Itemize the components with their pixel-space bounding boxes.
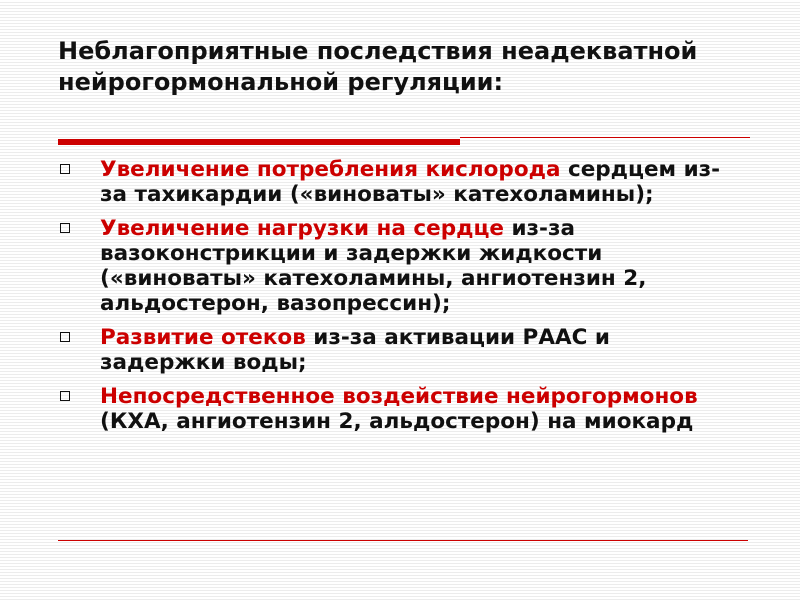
hollow-square-icon — [60, 332, 70, 342]
bullet-highlight: Непосредственное воздействие нейрогормонов — [100, 384, 698, 409]
bullet-text: из-за вазоконстрикции и задержки жидкости («виноваты» катехоламины, ангиотензин 2, альдостерон, вазопрессин); — [100, 216, 647, 316]
bullet-highlight: Развитие отеков — [100, 325, 306, 350]
bullet-list — [58, 157, 738, 443]
footer-rule — [58, 540, 748, 541]
title-underline-thin — [460, 137, 750, 138]
bullet-text: (КХА, ангиотензин 2, альдостерон) на миокард — [100, 409, 694, 434]
hollow-square-icon — [60, 391, 70, 401]
bullet-text: сердцем из-за тахикардии («виноваты» катехоламины); — [100, 157, 721, 207]
bullet-text: из-за активации РААС и задержки воды; — [100, 325, 610, 375]
bullet-item-1 — [58, 157, 738, 207]
bullet-item-2 — [58, 216, 738, 316]
slide-title: Неблагоприятные последствия неадекватной нейрогормональной регуляции: — [58, 37, 698, 96]
bullet-item-3 — [58, 325, 738, 375]
bullet-item-4 — [58, 384, 738, 434]
bullet-highlight: Увеличение потребления кислорода — [100, 157, 561, 182]
title-underline-thick — [58, 139, 460, 145]
hollow-square-icon — [60, 223, 70, 233]
hollow-square-icon — [60, 164, 70, 174]
bullet-highlight: Увеличение нагрузки на сердце — [100, 216, 504, 241]
